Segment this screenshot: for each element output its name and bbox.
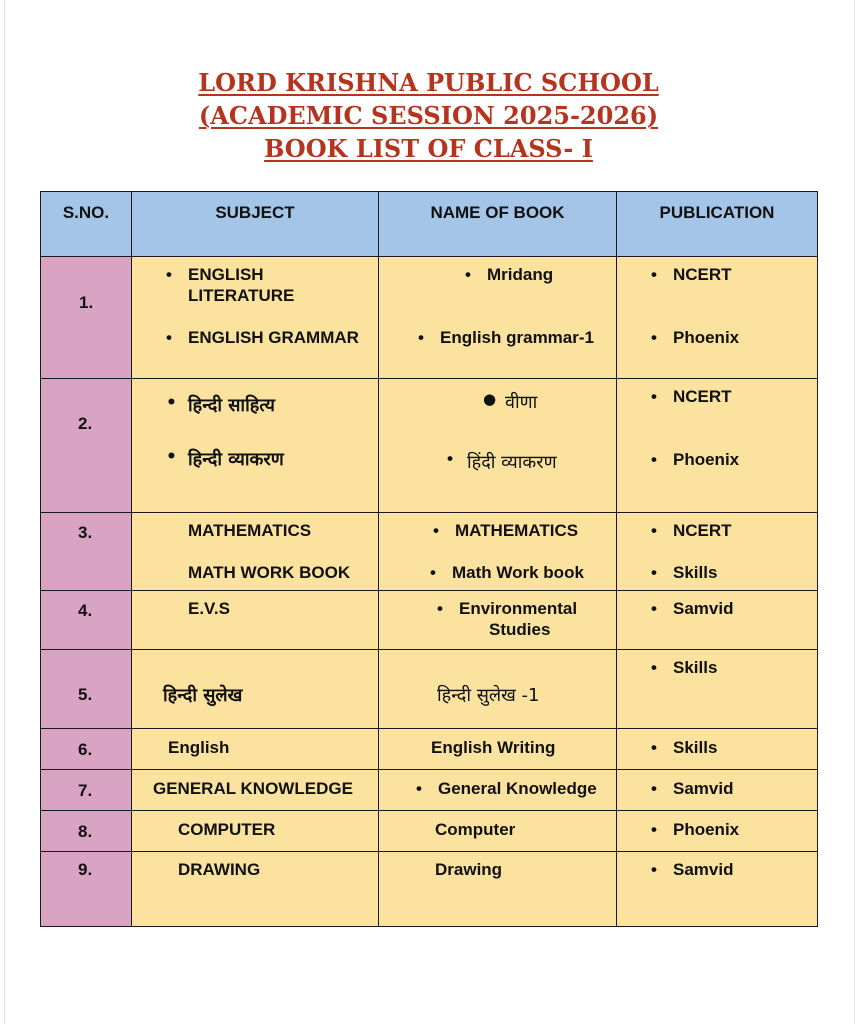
book-cell: • Mridang • English grammar-1 [379, 257, 617, 379]
table-header-row [41, 192, 818, 257]
publication-cell: • NCERT • Phoenix [617, 379, 818, 513]
publication-cell: • NCERT • Skills [617, 513, 818, 591]
book-cell: ● वीणा • हिंदी व्याकरण [379, 379, 617, 513]
subject-cell: DRAWING [132, 852, 379, 927]
row-number: 3. [41, 513, 132, 591]
publication-cell: • Samvid [617, 770, 818, 811]
book-list-title: BOOK LIST OF CLASS- I [264, 134, 593, 163]
publication-cell: • NCERT • Phoenix [617, 257, 818, 379]
publication-cell: • Samvid [617, 852, 818, 927]
column-header-sno: S.NO. [41, 192, 132, 257]
row-number: 2. [41, 379, 132, 513]
table-row [41, 852, 818, 927]
publication-cell: • Samvid [617, 591, 818, 650]
row-number: 6. [41, 729, 132, 770]
table-row [41, 650, 818, 729]
subject-cell: COMPUTER [132, 811, 379, 852]
table-row [41, 811, 818, 852]
subject-cell: हिन्दी सुलेख [132, 650, 379, 729]
school-name: LORD KRISHNA PUBLIC SCHOOL [198, 68, 659, 97]
publication-cell: • Phoenix [617, 811, 818, 852]
row-number: 9. [41, 852, 132, 927]
row-number: 4. [41, 591, 132, 650]
column-header-subject: SUBJECT [132, 192, 379, 257]
book-cell: • MATHEMATICS • Math Work book [379, 513, 617, 591]
academic-session: (ACADEMIC SESSION 2025-2026) [198, 101, 659, 130]
table-row [41, 257, 818, 379]
book-cell: • Environmental Studies [379, 591, 617, 650]
row-number: 1. [41, 257, 132, 379]
table-row [41, 770, 818, 811]
table-row [41, 513, 818, 591]
subject-cell: MATHEMATICS MATH WORK BOOK [132, 513, 379, 591]
table-row [41, 591, 818, 650]
table-row [41, 379, 818, 513]
book-cell: Drawing [379, 852, 617, 927]
subject-cell: E.V.S [132, 591, 379, 650]
column-header-publication: PUBLICATION [617, 192, 818, 257]
publication-cell: • Skills [617, 650, 818, 729]
book-cell: हिन्दी सुलेख -1 [379, 650, 617, 729]
publication-cell: • Skills [617, 729, 818, 770]
book-cell: • General Knowledge [379, 770, 617, 811]
column-header-book: NAME OF BOOK [379, 192, 617, 257]
row-number: 5. [41, 650, 132, 729]
subject-cell: GENERAL KNOWLEDGE [132, 770, 379, 811]
row-number: 7. [41, 770, 132, 811]
row-number: 8. [41, 811, 132, 852]
subject-cell: • ENGLISH LITERATURE • ENGLISH GRAMMAR [132, 257, 379, 379]
book-cell: English Writing [379, 729, 617, 770]
book-list-table [40, 191, 818, 927]
document-title [0, 66, 857, 165]
subject-cell: English [132, 729, 379, 770]
book-cell: Computer [379, 811, 617, 852]
table-row [41, 729, 818, 770]
subject-cell: • हिन्दी साहित्य • हिन्दी व्याकरण [132, 379, 379, 513]
